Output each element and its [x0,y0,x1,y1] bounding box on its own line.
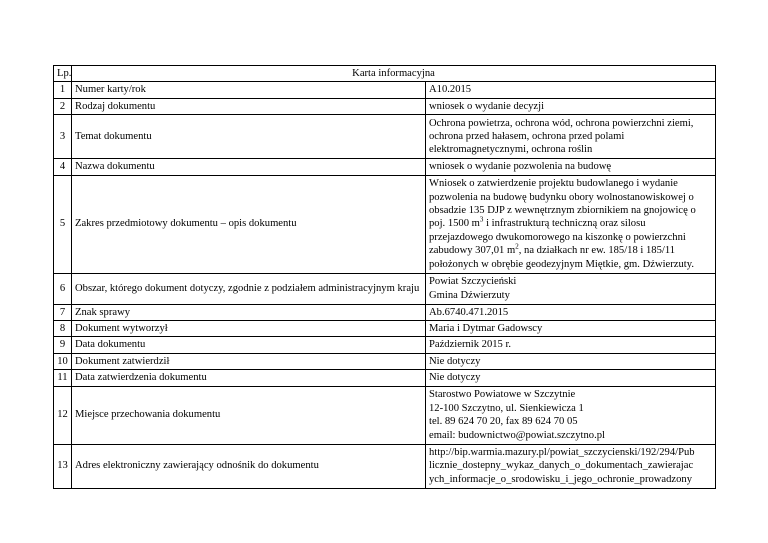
url-line: http://bip.warmia.mazury.pl/powiat_szczycienski/192/294/Pub [429,447,695,459]
row-number: 5 [54,175,72,273]
table-row [54,82,716,98]
row-value: Nie dotyczy [426,353,716,369]
table-row [54,273,716,304]
row-value-description [426,175,716,273]
superscript-2: 2 [515,242,519,251]
table-header-row [54,66,716,82]
row-number: 11 [54,370,72,386]
row-value: Październik 2015 r. [426,337,716,353]
row-label: Temat dokumentu [72,115,426,159]
document-link-value[interactable] [426,444,716,488]
row-value: Maria i Dytmar Gadowscy [426,321,716,337]
card-title: Karta informacyjna [72,66,716,82]
value-line: tel. 89 624 70 20, fax 89 624 70 05 [429,416,578,428]
url-line: licznie_dostepny_wykaz_danych_o_dokumentach_zawierajac [429,460,694,472]
row-label: Numer karty/rok [72,82,426,98]
information-card-table [53,65,716,489]
row-label: Data zatwierdzenia dokumentu [72,370,426,386]
row-number: 10 [54,353,72,369]
description-text: i infrastrukturą techniczną oraz silosu przejazdowego dwukomorowego na kiszonkę o powierzchni zabudowy 307,01 m [429,218,686,257]
row-number: 9 [54,337,72,353]
row-number: 12 [54,386,72,444]
table-row [54,444,716,488]
row-value: Nie dotyczy [426,370,716,386]
row-number: 13 [54,444,72,488]
table-row [54,337,716,353]
table-row [54,304,716,320]
row-number: 3 [54,115,72,159]
row-value: wniosek o wydanie decyzji [426,98,716,114]
value-line: Gmina Dźwierzuty [429,289,510,301]
row-value [426,386,716,444]
table-row [54,321,716,337]
row-number: 2 [54,98,72,114]
table-row [54,115,716,159]
table-row [54,159,716,175]
value-line: email: budownictwo@powiat.szczytno.pl [429,429,605,441]
row-number: 1 [54,82,72,98]
description-text: Wniosek o zatwierdzenie projektu budowlanego i wydanie pozwolenia na budowę budynku obory wolnostanowiskowej o obsadzie 135 DJP z wewnętrznym zbiornikiem na gnojowicę o poj. 1500 m [429,178,696,230]
row-value: Ab.6740.471.2015 [426,304,716,320]
row-value: A10.2015 [426,82,716,98]
row-label: Nazwa dokumentu [72,159,426,175]
url-line: ych_informacje_o_srodowisku_i_jego_ochronie_prowadzony [429,473,693,485]
superscript-3: 3 [479,215,484,224]
table-row [54,98,716,114]
value-line: 12-100 Szczytno, ul. Sienkiewicza 1 [429,402,584,414]
row-value [426,273,716,304]
row-number: 7 [54,304,72,320]
table-row [54,370,716,386]
row-label: Miejsce przechowania dokumentu [72,386,426,444]
value-line: Powiat Szczycieński [429,276,517,288]
row-label: Dokument wytworzył [72,321,426,337]
table-row [54,353,716,369]
value-line: Starostwo Powiatowe w Szczytnie [429,389,576,401]
table-row [54,175,716,273]
description-text: , na działkach nr ew. 185/18 i 185/11 położonych w obrębie geodezyjnym Miętkie, gm. Dźwierzuty. [429,245,694,270]
row-label: Obszar, którego dokument dotyczy, zgodnie z podziałem administracyjnym kraju [72,273,426,304]
row-label: Zakres przedmiotowy dokumentu – opis dokumentu [72,175,426,273]
table-row [54,386,716,444]
row-label: Znak sprawy [72,304,426,320]
row-number: 6 [54,273,72,304]
row-label: Dokument zatwierdził [72,353,426,369]
row-label: Rodzaj dokumentu [72,98,426,114]
row-value: Ochrona powietrza, ochrona wód, ochrona powierzchni ziemi, ochrona przed hałasem, ochrona przed polami elektromagnetycznymi, ochrona roślin [426,115,716,159]
row-value: wniosek o wydanie pozwolenia na budowę [426,159,716,175]
row-number: 4 [54,159,72,175]
row-label: Data dokumentu [72,337,426,353]
row-label: Adres elektroniczny zawierający odnośnik do dokumentu [72,444,426,488]
row-number: 8 [54,321,72,337]
lp-header: Lp. [54,66,72,82]
